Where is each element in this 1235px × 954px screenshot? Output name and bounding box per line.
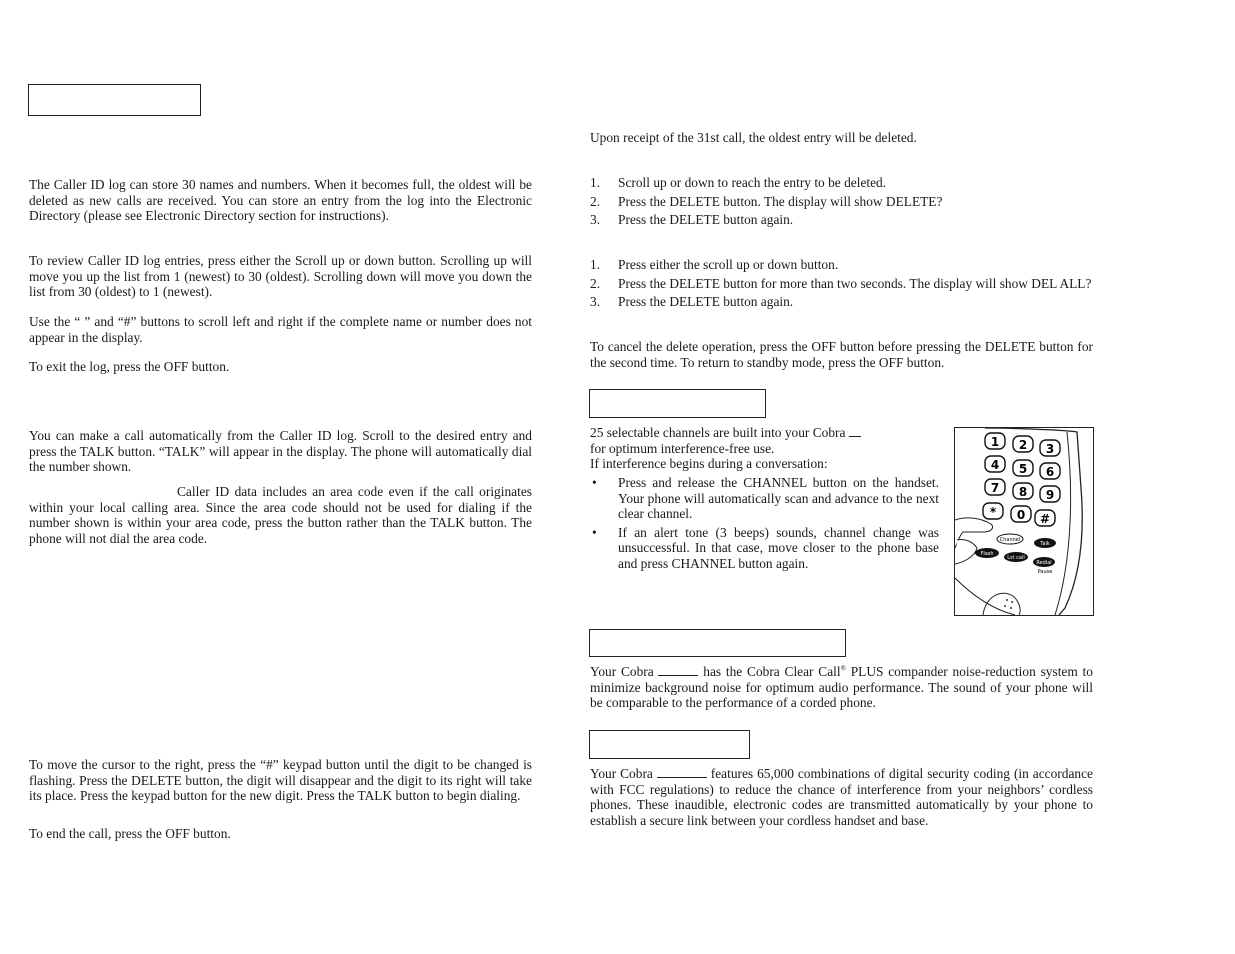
step-text: Press the DELETE button again.	[618, 212, 794, 228]
list-item	[590, 276, 1093, 292]
handset-drawing	[955, 428, 1093, 615]
step-text: Press the DELETE button for more than two seconds. The display will show DEL ALL?	[618, 275, 1092, 291]
security-text-a: Your Cobra	[590, 766, 653, 781]
list-item	[590, 257, 1093, 273]
key-label: 1	[990, 435, 1000, 449]
step-text: Scroll up or down to reach the entry to be deleted.	[618, 175, 887, 190]
cancel-delete-paragraph: To cancel the delete operation, press the OFF button before pressing the DELETE button for the second time. To return to standby mode, press the OFF button.	[590, 339, 1093, 370]
step-number: 1.	[590, 175, 601, 190]
model-blank	[849, 425, 861, 437]
channels-line-1: 25 selectable channels are built into your Cobra	[590, 425, 846, 440]
exit-log-paragraph: To exit the log, press the OFF button.	[29, 359, 230, 374]
delete-all-steps	[590, 257, 1093, 313]
list-item	[590, 294, 1093, 310]
channels-intro	[590, 425, 940, 472]
handset-keypad-illustration	[954, 427, 1094, 616]
key-label: #	[1039, 512, 1051, 526]
key-label: 4	[990, 458, 1000, 472]
key-label: 8	[1018, 485, 1028, 499]
delete-one-steps	[590, 175, 1093, 231]
key-label: 0	[1016, 508, 1026, 522]
list-item	[590, 175, 1093, 191]
step-number: 2.	[590, 193, 601, 209]
key-label: 9	[1045, 488, 1055, 502]
key-label: 5	[1018, 462, 1028, 476]
key-label: *	[989, 505, 997, 519]
section-heading-box-channels	[589, 389, 766, 418]
end-call-paragraph: To end the call, press the OFF button.	[29, 826, 231, 841]
model-blank	[657, 766, 707, 778]
review-entries-paragraph: To review Caller ID log entries, press either the Scroll up or down button. Scrolling up will move you up the list from 1 (newest) to 30 (oldest). Scrolling down will move you down the list from 30 (oldest) to 1 (newest).	[29, 253, 532, 300]
key-label: 7	[990, 481, 1000, 495]
button-label: Pause	[1037, 569, 1053, 575]
key-label: 6	[1045, 465, 1055, 479]
list-item	[590, 194, 1093, 210]
button-label: Flash	[980, 551, 994, 557]
list-item	[590, 525, 939, 572]
section-heading-box-security	[589, 730, 750, 759]
button-label: Channel	[999, 537, 1021, 543]
registered-mark: ®	[840, 664, 846, 673]
button-label: Redial	[1036, 560, 1052, 566]
step-number: 3.	[590, 294, 601, 310]
list-item	[590, 212, 1093, 228]
button-label: Talk	[1040, 541, 1050, 547]
caller-id-capacity-paragraph: The Caller ID log can store 30 names and numbers. When it becomes full, the oldest will be deleted as new calls are received. You can store an entry from the log into the Electronic Directory (please see Electronic Directory section for instructions).	[29, 177, 532, 224]
list-item	[590, 475, 939, 522]
channels-line-3: If interference begins during a conversation:	[590, 456, 828, 472]
button-label: Lst call	[1007, 555, 1025, 561]
area-code-text: Caller ID data includes an area code even if the call originates within your local calling area. Since the area code should not be used for dialing if the number shown is within your area code, press the button rather than the TALK button. The phone will not dial the area code.	[29, 484, 532, 546]
oldest-entry-paragraph: Upon receipt of the 31st call, the oldest entry will be deleted.	[590, 130, 917, 145]
key-label: 2	[1018, 438, 1028, 452]
section-heading-box	[28, 84, 201, 116]
security-text-b: features 65,000 combinations of digital security coding (in accordance with FCC regulations) to reduce the chance of interference from your neighbors’ cordless phones. These inaudible, electronic codes are transmitted automatically by your phone to establish a secure link between your cordless handset and base.	[590, 766, 1093, 828]
key-label: 3	[1045, 442, 1055, 456]
bullet-text: If an alert tone (3 beeps) sounds, channel change was unsuccessful. In that case, move closer to the phone base and press CHANNEL button again.	[618, 524, 939, 571]
move-cursor-paragraph: To move the cursor to the right, press the “#” keypad button until the digit to be changed is flashing. Press the DELETE button, the digit will disappear and the digit to its right will take its place. Press the keypad button for the new digit. Press the TALK button to begin dialing.	[29, 757, 532, 804]
section-heading-box-clear-call	[589, 629, 846, 657]
bullet: •	[592, 524, 597, 540]
make-call-paragraph: You can make a call automatically from the Caller ID log. Scroll to the desired entry and press the TALK button. “TALK” will appear in the display. The phone will automatically dial the number shown.	[29, 428, 532, 475]
bullet: •	[592, 475, 597, 490]
step-number: 3.	[590, 212, 601, 228]
clear-call-paragraph	[590, 664, 1093, 711]
area-code-paragraph	[29, 484, 532, 546]
channel-bullets	[590, 475, 939, 575]
clear-call-text-c: PLUS compander noise-reduction system to minimize background noise for optimum audio performance. The sound of your phone will be comparable to the performance of a corded phone.	[590, 664, 1093, 711]
channels-line-2: for optimum interference-free use.	[590, 440, 775, 456]
model-blank	[658, 664, 698, 676]
clear-call-text-b: has the Cobra Clear Call	[703, 664, 841, 679]
step-text: Press either the scroll up or down button.	[618, 257, 839, 272]
step-text: Press the DELETE button again.	[618, 294, 794, 310]
bullet-text: Press and release the CHANNEL button on the handset. Your phone will automatically scan and advance to the next clear channel.	[618, 475, 939, 522]
clear-call-text-a: Your Cobra	[590, 664, 654, 679]
step-text: Press the DELETE button. The display will show DELETE?	[618, 193, 943, 209]
step-number: 2.	[590, 275, 601, 291]
step-number: 1.	[590, 257, 601, 272]
security-coding-paragraph	[590, 766, 1093, 828]
scroll-keys-paragraph: Use the “ ” and “#” buttons to scroll left and right if the complete name or number does not appear in the display.	[29, 314, 532, 345]
